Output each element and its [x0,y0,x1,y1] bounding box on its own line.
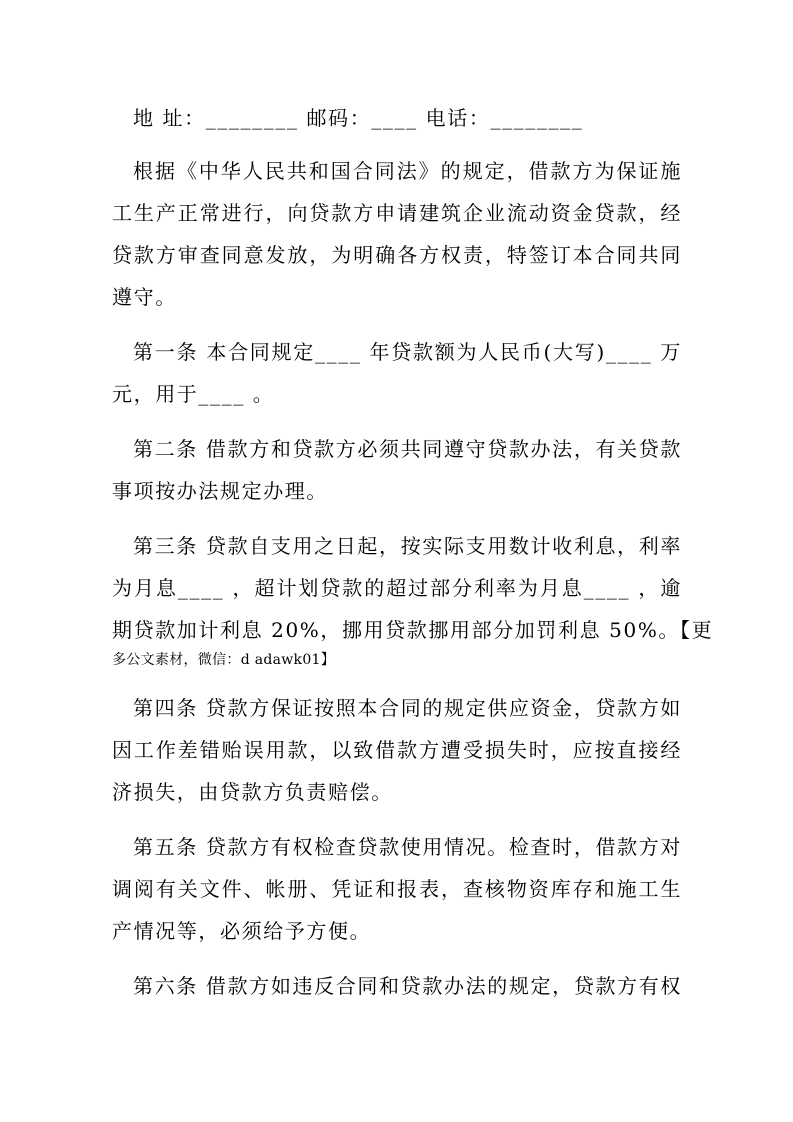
article-5-line-1: 第五条 贷款方有权检查贷款使用情况。检查时，借款方对 [133,835,682,859]
preamble-line-4: 遵守。 [112,285,177,309]
article-4-line-1: 第四条 贷款方保证按照本合同的规定供应资金，贷款方如 [133,696,682,720]
article-1-line-1: 第一条 本合同规定____ 年贷款额为人民币(大写)____ 万 [133,340,682,364]
article-3-line-1: 第三条 贷款自支用之日起，按实际支用数计收利息，利率 [133,534,682,558]
article-5-line-2: 调阅有关文件、帐册、凭证和报表，查核物资库存和施工生 [112,877,682,901]
preamble-line-3: 贷款方审查同意发放，为明确各方权责，特签订本合同共同 [112,243,682,267]
article-3-line-2: 为月息____ ，超计划贷款的超过部分利率为月息____ ，逾 [112,576,682,600]
article-5-line-3: 产情况等，必须给予方便。 [112,919,372,943]
article-2-line-2: 事项按办法规定办理。 [112,479,328,503]
article-3-line-3: 期贷款加计利息 20%，挪用贷款挪用部分加罚利息 50%。【更 [112,618,714,642]
preamble-line-1: 根据《中华人民共和国合同法》的规定，借款方为保证施 [133,159,682,183]
article-1-line-2: 元，用于____ 。 [112,382,275,406]
preamble-line-2: 工生产正常进行，向贷款方申请建筑企业流动资金贷款，经 [112,201,682,225]
address-line: 地 址：________ 邮码：____ 电话：________ [133,106,584,130]
article-3-line-4: 多公文素材，微信：d adawk01】 [112,652,336,668]
article-4-line-3: 济损失，由贷款方负责赔偿。 [112,780,393,804]
article-6-line-1: 第六条 借款方如违反合同和贷款办法的规定，贷款方有权 [133,974,682,998]
article-4-line-2: 因工作差错贻误用款，以致借款方遭受损失时，应按直接经 [112,738,682,762]
article-2-line-1: 第二条 借款方和贷款方必须共同遵守贷款办法，有关贷款 [133,437,682,461]
